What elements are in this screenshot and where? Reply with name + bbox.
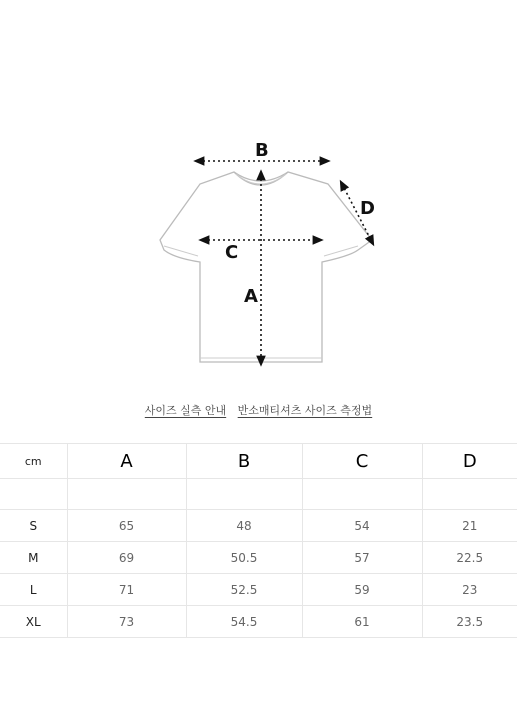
table-cell: 23.5 bbox=[422, 606, 517, 638]
size-label: L bbox=[0, 574, 67, 606]
table-cell: 23 bbox=[422, 574, 517, 606]
label-a: A bbox=[244, 286, 258, 307]
table-cell: 65 bbox=[67, 510, 186, 542]
label-c: C bbox=[225, 242, 239, 263]
guide-links bbox=[0, 402, 517, 418]
table-cell: 59 bbox=[302, 574, 422, 606]
table-cell: 71 bbox=[67, 574, 186, 606]
column-header-d: D bbox=[422, 444, 517, 479]
table-cell: 61 bbox=[302, 606, 422, 638]
table-row bbox=[0, 574, 517, 606]
size-label: M bbox=[0, 542, 67, 574]
tshirt-outline bbox=[160, 172, 372, 362]
size-label: S bbox=[0, 510, 67, 542]
size-guide-link[interactable]: 사이즈 실측 안내 bbox=[144, 404, 227, 417]
table-cell: 48 bbox=[186, 510, 302, 542]
size-label: XL bbox=[0, 606, 67, 638]
table-spacer-row bbox=[0, 479, 517, 510]
column-header-a: A bbox=[67, 444, 186, 479]
table-row bbox=[0, 510, 517, 542]
column-header-c: C bbox=[302, 444, 422, 479]
table-row bbox=[0, 606, 517, 638]
column-header-b: B bbox=[186, 444, 302, 479]
table-cell: 54.5 bbox=[186, 606, 302, 638]
table-cell: 50.5 bbox=[186, 542, 302, 574]
label-b: B bbox=[255, 140, 269, 161]
table-header-row bbox=[0, 444, 517, 479]
size-table bbox=[0, 443, 517, 638]
table-cell: 52.5 bbox=[186, 574, 302, 606]
measure-guide-link[interactable]: 반소매티셔츠 사이즈 측정법 bbox=[237, 404, 373, 417]
table-cell: 69 bbox=[67, 542, 186, 574]
table-cell: 73 bbox=[67, 606, 186, 638]
table-cell: 57 bbox=[302, 542, 422, 574]
table-cell: 21 bbox=[422, 510, 517, 542]
label-d: D bbox=[360, 198, 375, 219]
table-cell: 54 bbox=[302, 510, 422, 542]
unit-header: cm bbox=[0, 444, 67, 479]
table-cell: 22.5 bbox=[422, 542, 517, 574]
table-row bbox=[0, 542, 517, 574]
